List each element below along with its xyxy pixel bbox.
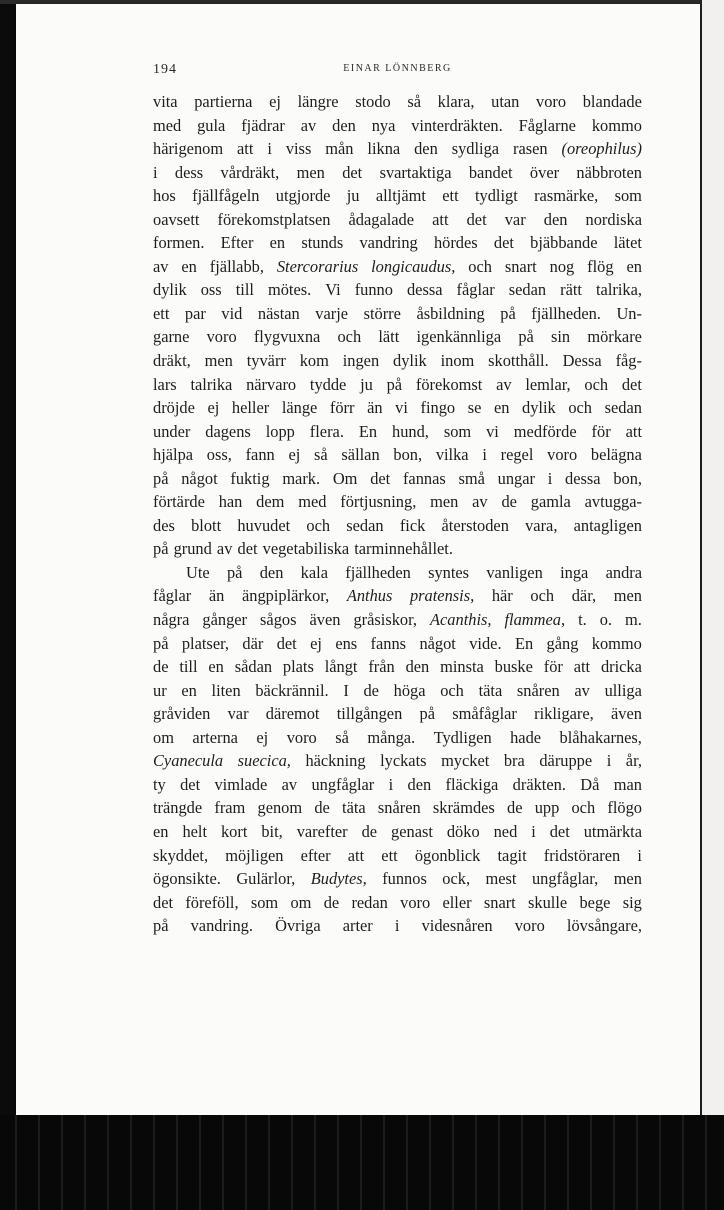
text-line: av en fjällabb, Stercorarius longicaudus, och snart nog flög en <box>153 256 642 276</box>
text-line: hjälpa oss, fann ej så sällan bon, vilka i regel voro belägna <box>153 445 642 465</box>
text-line: formen. Efter en stunds vandring hördes det bjäbbande lätet <box>153 233 642 253</box>
page-number: 194 <box>153 62 177 77</box>
running-head <box>153 62 642 80</box>
text-line: de till en sådan plats långt från den minsta buske för att dricka <box>153 657 642 677</box>
text-line: des blott huvudet och sedan fick återstoden vara, antagligen <box>153 515 642 535</box>
text-line: om arterna ej voro så många. Tydligen hade blåhakarnes, <box>153 727 642 747</box>
text-line: garne voro flygvuxna och lätt igenkännliga på sin mörkare <box>153 327 642 347</box>
text-line: skyddet, möjligen efter att ett ögonblick tagit fridstöraren i <box>153 845 642 865</box>
text-line: ett par vid nästan varje större åsbildning på fjällheden. Un- <box>153 303 642 323</box>
text-line: ögonsikte. Gulärlor, Budytes, funnos ock, mest ungfåglar, men <box>153 869 642 889</box>
text-line: hos fjällfågeln utgjorde ju alltjämt ett tydligt rasmärke, som <box>153 186 642 206</box>
text-line: ty det vimlade av ungfåglar i den fläckiga dräkten. Då man <box>153 774 642 794</box>
text-line: gråviden var däremot tillgången på småfåglar rikligare, även <box>153 704 642 724</box>
text-line: vita partierna ej längre stodo så klara, utan voro blandade <box>153 92 642 111</box>
text-line: härigenom att i viss mån likna den sydliga rasen (oreophilus) <box>153 139 642 159</box>
text-line: en helt kort bit, varefter de genast döko ned i det utmärkta <box>153 821 642 841</box>
text-line: förtärde han dem med förtjusning, men av de gamla avtugga- <box>153 492 642 512</box>
body-text <box>153 90 642 938</box>
text-line: dräkt, men tyvärr kom ingen dylik inom skotthåll. Dessa fåg- <box>153 351 642 371</box>
text-line: Cyanecula suecica, häckning lyckats mycket bra däruppe i år, <box>153 751 642 771</box>
text-line: fåglar än ängpiplärkor, Anthus pratensis, här och där, men <box>153 586 642 606</box>
text-line: oavsett förekomstplatsen ådagalade att det var den nordiska <box>153 209 642 229</box>
text-line: dylik oss till mötes. Vi funno dessa fåglar sedan rätt talrika, <box>153 280 642 300</box>
text-line: ur en liten bäckrännil. I de höga och täta snåren av ulliga <box>153 680 642 700</box>
scan-margin-strip <box>700 0 724 1115</box>
text-line: några gånger sågos även gråsiskor, Acanthis, flammea, t. o. m. <box>153 610 642 630</box>
text-line: på vandring. Övriga arter i videsnåren voro lövsångare, <box>153 916 642 936</box>
running-head-author: EINAR LÖNNBERG <box>343 63 452 74</box>
text-line: Ute på den kala fjällheden syntes vanligen inga andra <box>186 562 642 582</box>
text-line: lars talrika närvaro tydde ju på förekomst av lemlar, och det <box>153 374 642 394</box>
text-line: under dagens lopp flera. En hund, som vi medförde för att <box>153 421 642 441</box>
text-line: på platser, där det ej ens fanns något vide. En gång kommo <box>153 633 642 653</box>
text-line: med gula fjädrar av den nya vinterdräkten. Fåglarne kommo <box>153 115 642 135</box>
text-line: det föreföll, som om de redan voro eller snart skulle bege sig <box>153 892 642 912</box>
text-line: i dess vårdräkt, men det svartaktiga bandet över näbbroten <box>153 162 642 182</box>
text-line: trängde fram genom de täta snåren skrämdes de upp och flögo <box>153 798 642 818</box>
scan-bottom-edge <box>0 1115 724 1210</box>
text-line: på grund av det vegetabiliska tarminnehållet. <box>153 539 453 559</box>
text-line: på något fuktig mark. Om det fannas små ungar i dessa bon, <box>153 468 642 488</box>
text-line: dröjde ej heller länge förr än vi fingo se en dylik och sedan <box>153 398 642 418</box>
